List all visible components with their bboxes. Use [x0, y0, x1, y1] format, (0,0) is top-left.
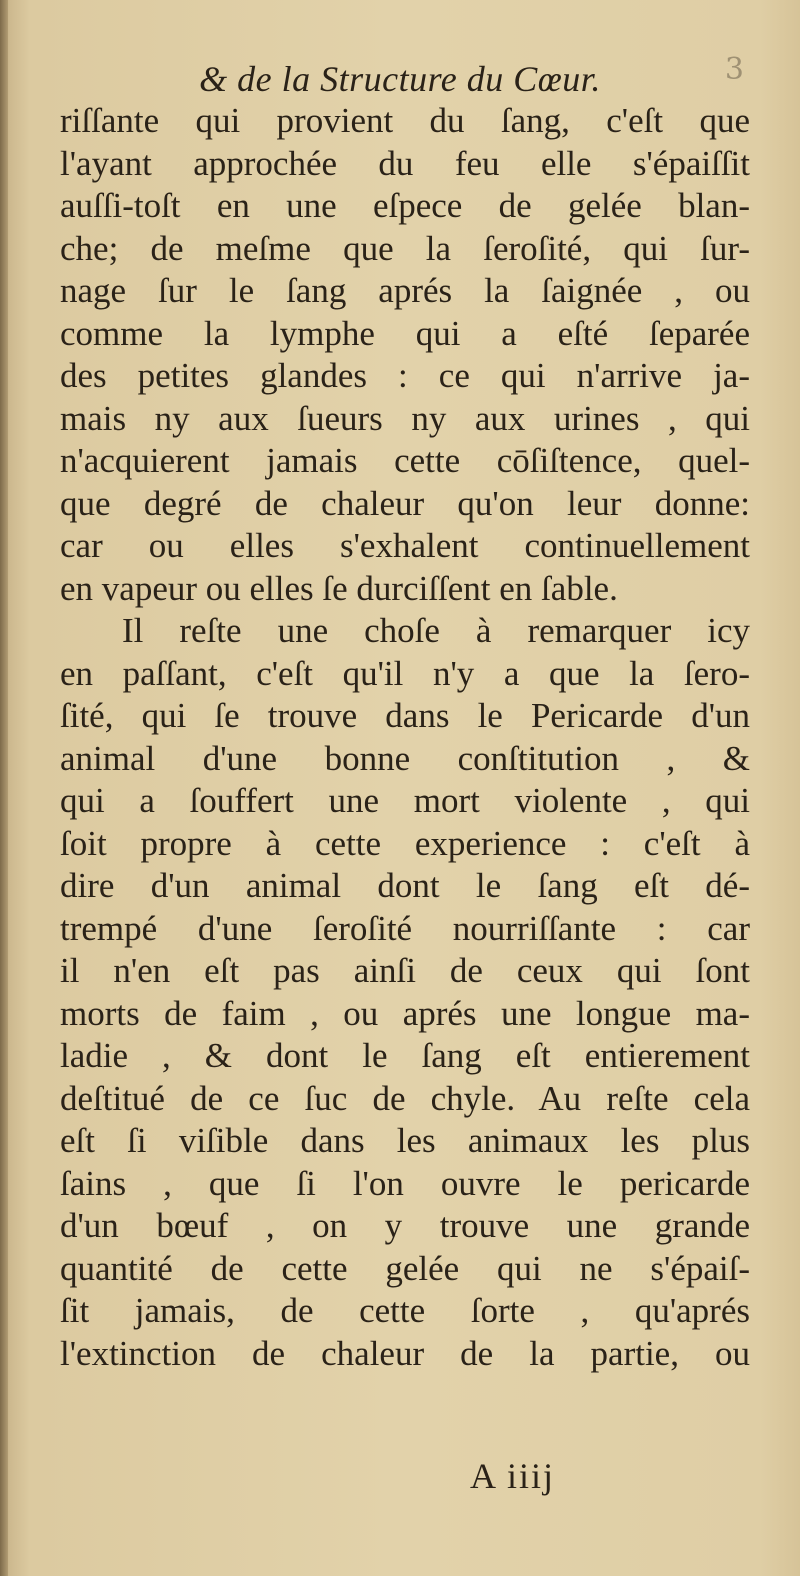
page-number: 3 [724, 52, 744, 87]
text-line: nage ſur le ſang aprés la ſaignée , ou [60, 271, 750, 310]
text-line: d'un bœuf , on y trouve une grande [60, 1206, 750, 1245]
text-line: mais ny aux ſueurs ny aux urines , qui [60, 398, 750, 438]
signature-mark: A iiij [470, 1456, 556, 1496]
body-text [60, 100, 750, 1375]
text-line: auſſi-toſt en une eſpece de gelée blan- [60, 186, 750, 225]
text-line: ſoit propre à cette experience : c'eſt à [60, 823, 750, 863]
text-line: Il reſte une choſe à remarquer icy [122, 611, 750, 650]
text-line: riſſante qui provient du ſang, c'eſt que [60, 101, 750, 140]
text-line: l'extinction de chaleur de la partie, ou [60, 1333, 750, 1373]
text-line: deſtitué de ce ſuc de chyle. Au reſte cela [60, 1078, 750, 1118]
text-line: en paſſant, c'eſt qu'il n'y a que la ſero- [60, 653, 750, 693]
text-line: car ou elles s'exhalent continuellement [60, 526, 750, 565]
binding-edge [0, 0, 8, 1576]
text-line: morts de faim , ou aprés une longue ma- [60, 993, 750, 1033]
text-line: l'ayant approchée du feu elle s'épaiſſit [60, 143, 750, 183]
text-line: des petites glandes : ce qui n'arrive ja- [60, 356, 750, 395]
text-line: ſité, qui ſe trouve dans le Pericarde d'un [60, 696, 750, 735]
text-line: qui a ſouffert une mort violente , qui [60, 781, 750, 820]
text-line: dire d'un animal dont le ſang eſt dé- [60, 866, 750, 905]
text-line: quantité de cette gelée qui ne s'épaiſ- [60, 1248, 750, 1288]
text-line: que degré de chaleur qu'on leur donne: [60, 483, 750, 523]
text-line: ladie , & dont le ſang eſt entierement [60, 1036, 750, 1075]
text-line: n'acquierent jamais cette cōſiſtence, quel- [60, 441, 750, 480]
text-line: trempé d'une ſeroſité nourriſſante : car [60, 908, 750, 948]
text-line: ſit jamais, de cette ſorte , qu'aprés [60, 1291, 750, 1330]
text-line: animal d'une bonne conſtitution , & [60, 738, 750, 778]
text-line: en vapeur ou elles ſe durciſſent en ſable. [60, 568, 618, 608]
text-line: che; de meſme que la ſeroſité, qui ſur- [60, 228, 750, 268]
text-line: eſt ſi viſible dans les animaux les plus [60, 1121, 750, 1160]
running-header: & de la Structure du Cœur. [199, 59, 601, 99]
text-line: ſains , que ſi l'on ouvre le pericarde [60, 1163, 750, 1203]
text-line: il n'en eſt pas ainſi de ceux qui ſont [60, 951, 750, 990]
text-line: comme la lymphe qui a eſté ſeparée [60, 313, 750, 353]
